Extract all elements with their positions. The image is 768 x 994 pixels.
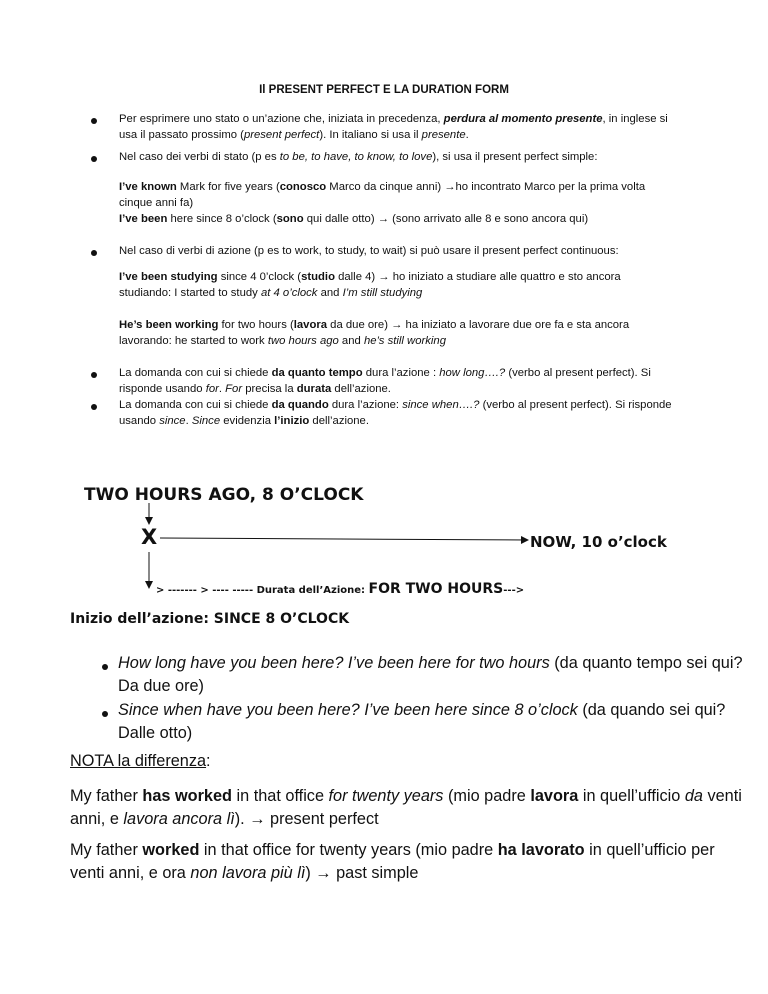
example-paragraph: I’ve known Mark for five years (conosco Marco da cinque anni) →ho incontrato Marco per la prima volta cinque anni fa) I’ve been here since 8 o’clock (sono qui dalle otto) → (sono arrivato alle 8 e sono ancora qui)	[119, 181, 646, 225]
diagram-now-label: NOW, 10 o’clock	[530, 533, 667, 551]
diagram-duration-label: > ------- > ---- ----- Durata dell’Azione: FOR TWO HOURS--->	[156, 581, 525, 597]
timeline-arrow	[160, 538, 528, 540]
comparison-paragraph: My father has worked in that office for twenty years (mio padre lavora in quell’ufficio da venti anni, e lavora ancora lì). → present perfect	[70, 787, 742, 828]
bullet-marker	[91, 118, 97, 124]
bullet-paragraph: Per esprimere uno stato o un’azione che, iniziata in precedenza, perdura al momento presente, in inglese si usa il passato prossimo (present perfect). In italiano si usa il presente.	[119, 113, 668, 141]
bullet-paragraph: Nel caso di verbi di azione (p es to work, to study, to wait) si può usare il present perfect continuous:	[119, 245, 619, 257]
nota-heading: NOTA la differenza:	[70, 752, 211, 770]
bullet-paragraph: La domanda con cui si chiede da quanto tempo dura l’azione : how long….? (verbo al present perfect). Si risponde usando for. For precisa la durata dell’azione.	[119, 367, 651, 395]
bullet-paragraph: Nel caso dei verbi di stato (p es to be, to have, to know, to love), si usa il present perfect simple:	[119, 151, 598, 163]
example-paragraph: He’s been working for two hours (lavora da due ore) → ha iniziato a lavorare due ore fa e sta ancora lavorando: he started to work two hours ago and he’s still working	[119, 319, 630, 347]
diagram-start-label: Inizio dell’azione: SINCE 8 O’CLOCK	[70, 611, 350, 627]
bullet-paragraph: La domanda con cui si chiede da quando dura l’azione: since when….? (verbo al present perfect). Si risponde usando since. Since evidenzia l’inizio dell’azione.	[119, 399, 672, 427]
question-paragraph: Since when have you been here? I’ve been here since 8 o’clock (da quando sei qui? Dalle otto)	[118, 701, 726, 742]
bullet-marker	[91, 156, 97, 162]
example-paragraph: I’ve been studying since 4 0’clock (studio dalle 4) → ho iniziato a studiare alle quattro e sto ancora studiando: I started to study at 4 o’clock and I’m still studying	[119, 271, 621, 299]
question-paragraph: How long have you been here? I’ve been here for two hours (da quanto tempo sei qui? Da due ore)	[118, 654, 743, 695]
bullet-marker	[91, 404, 97, 410]
page-title: Il PRESENT PERFECT E LA DURATION FORM	[259, 84, 509, 96]
bullet-marker	[102, 664, 108, 670]
diagram-top-label: TWO HOURS AGO, 8 O’CLOCK	[84, 485, 364, 505]
comparison-paragraph: My father worked in that office for twenty years (mio padre ha lavorato in quell’ufficio per venti anni, e ora non lavora più lì) → past simple	[70, 841, 715, 882]
bullet-marker	[91, 372, 97, 378]
bullet-marker	[91, 250, 97, 256]
diagram-x-mark: X	[141, 525, 158, 549]
bullet-marker	[102, 711, 108, 717]
